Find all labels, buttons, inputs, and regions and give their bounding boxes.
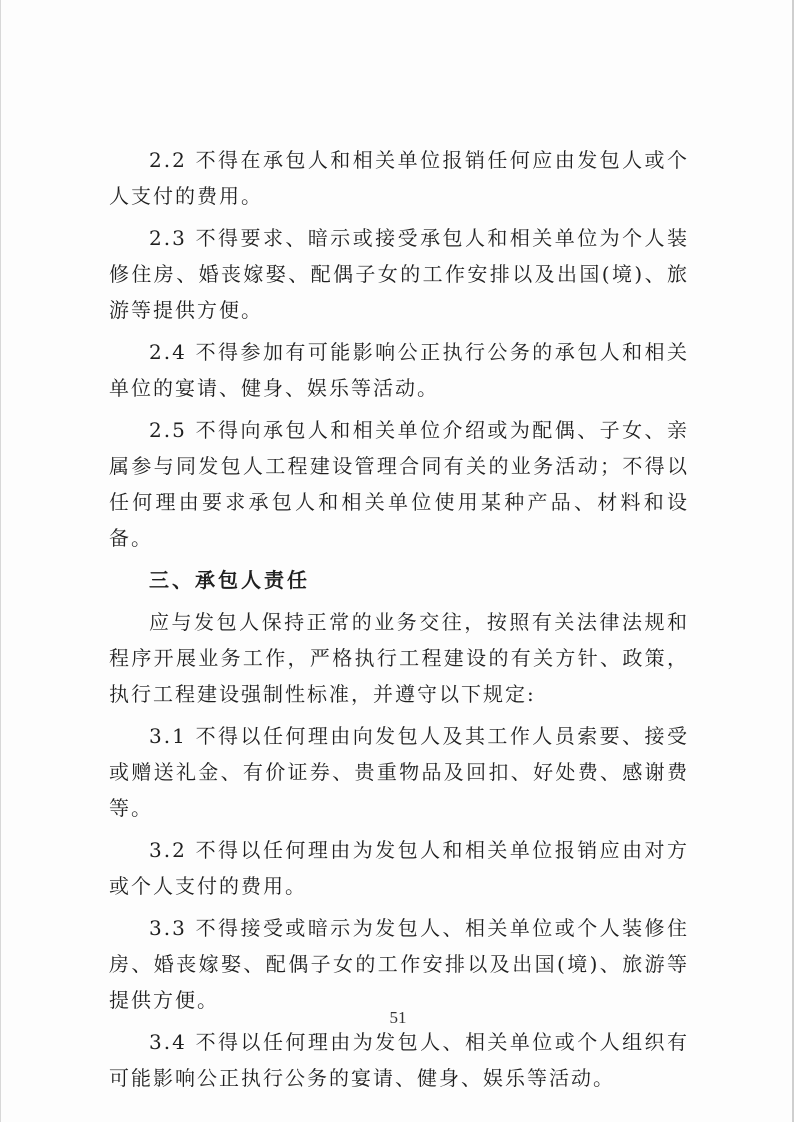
section-heading-contractor-responsibility: 三、承包人责任 xyxy=(149,568,310,592)
clause-2-5: 2.5 不得向承包人和相关单位介绍或为配偶、子女、亲属参与同发包人工程建设管理合同有关的业务活动；不得以任何理由要求承包人和相关单位使用某种产品、材料和设备。 xyxy=(109,418,689,550)
clause-3-4: 3.4 不得以任何理由为发包人、相关单位或个人组织有可能影响公正执行公务的宴请、健身、娱乐等活动。 xyxy=(109,1030,689,1090)
clause-3-2: 3.2 不得以任何理由为发包人和相关单位报销应由对方或个人支付的费用。 xyxy=(109,838,689,898)
document-body xyxy=(109,142,689,1102)
section-intro-paragraph: 应与发包人保持正常的业务交往，按照有关法律法规和程序开展业务工作，严格执行工程建设的有关方针、政策，执行工程建设强制性标准，并遵守以下规定: xyxy=(109,610,689,706)
clause-2-2: 2.2 不得在承包人和相关单位报销任何应由发包人或个人支付的费用。 xyxy=(109,148,689,208)
clause-3-1: 3.1 不得以任何理由向发包人及其工作人员索要、接受或赠送礼金、有价证券、贵重物品及回扣、好处费、感谢费等。 xyxy=(109,724,689,820)
clause-2-4: 2.4 不得参加有可能影响公正执行公务的承包人和相关单位的宴请、健身、娱乐等活动。 xyxy=(109,340,689,400)
clause-2-3: 2.3 不得要求、暗示或接受承包人和相关单位为个人装修住房、婚丧嫁娶、配偶子女的工作安排以及出国(境)、旅游等提供方便。 xyxy=(109,226,689,322)
page-number: 51 xyxy=(389,1008,407,1027)
clause-3-3: 3.3 不得接受或暗示为发包人、相关单位或个人装修住房、婚丧嫁娶、配偶子女的工作安排以及出国(境)、旅游等提供方便。 xyxy=(109,916,689,1012)
